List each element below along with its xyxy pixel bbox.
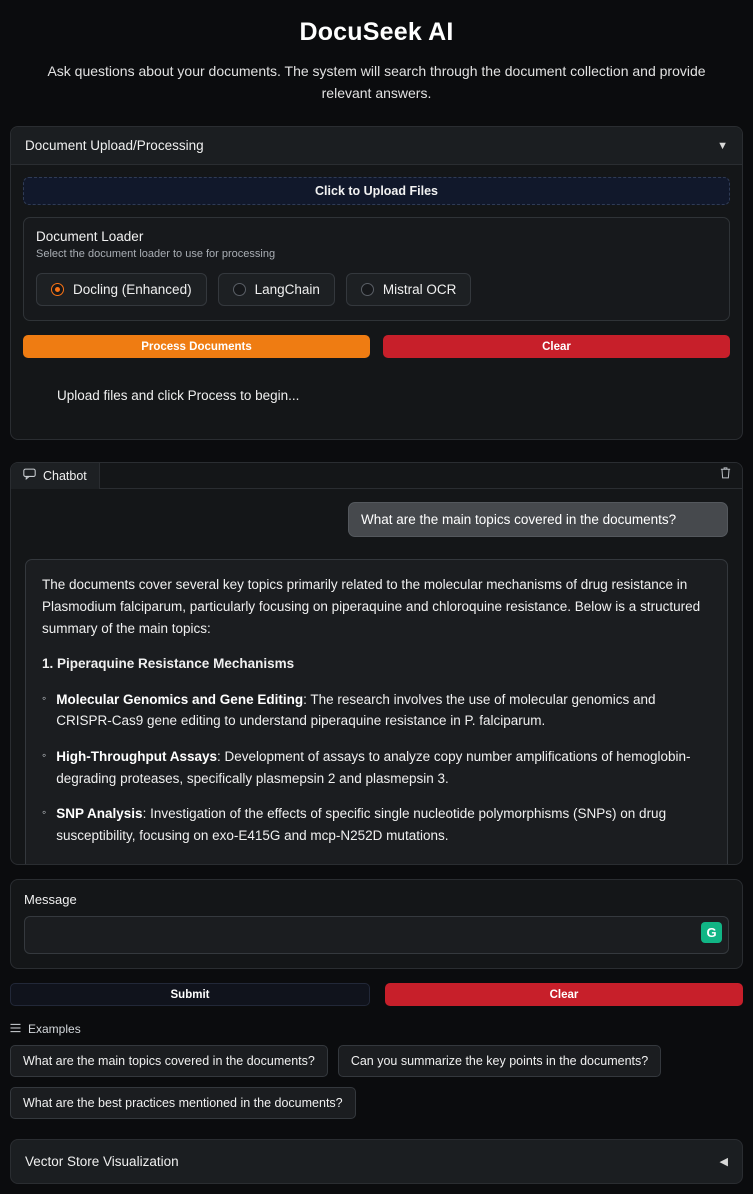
bullet-icon: ◦ [42, 690, 47, 705]
chevron-left-icon[interactable]: ◀ [719, 1156, 728, 1169]
radio-icon [361, 283, 374, 296]
bot-bullet-item [42, 803, 711, 846]
bot-bullet-item [42, 746, 711, 789]
chevron-down-icon[interactable]: ▼ [717, 139, 728, 152]
chatbot-actions [719, 466, 742, 485]
message-block [10, 879, 743, 969]
radio-langchain-label: LangChain [254, 282, 320, 298]
clear-chat-button[interactable]: Clear [385, 983, 743, 1006]
document-loader-group [23, 217, 730, 321]
message-input[interactable] [25, 917, 728, 953]
bullet-icon: ◦ [42, 747, 47, 762]
radio-icon [51, 283, 64, 296]
bot-bullet-title: SNP Analysis [56, 806, 143, 822]
bot-intro-paragraph: The documents cover several key topics primarily related to the molecular mechanisms of drug resistance in Plasmodium falciparum, particularly focusing on piperaquine and chloroquine resistance. Below is a structured summary of the main topics: [42, 577, 701, 636]
bot-bullet-title: High-Throughput Assays [56, 748, 218, 764]
bot-bullet-text: : Investigation of the effects of specific single nucleotide polymorphisms (SNPs) on drug susceptibility, focusing on exo-E415G and mcp-N252D mutations. [56, 806, 667, 843]
vector-store-panel-header[interactable] [10, 1139, 743, 1184]
list-icon [10, 1022, 21, 1036]
example-chip[interactable]: Can you summarize the key points in the documents? [338, 1045, 661, 1077]
document-loader-subtitle: Select the document loader to use for processing [36, 248, 276, 261]
message-input-wrapper [24, 916, 729, 954]
bullet-icon: ◦ [42, 805, 47, 820]
upload-action-buttons [23, 335, 730, 358]
document-upload-panel-header[interactable] [11, 127, 742, 165]
bot-bullet-title: Molecular Genomics and Gene Editing [56, 691, 304, 707]
process-documents-button[interactable]: Process Documents [23, 335, 370, 358]
tab-chatbot-label: Chatbot [43, 468, 87, 483]
chat-icon [23, 468, 36, 483]
radio-langchain[interactable] [218, 273, 335, 306]
document-upload-panel-title: Document Upload/Processing [25, 138, 204, 154]
example-chip-list [10, 1045, 743, 1119]
upload-files-button[interactable]: Click to Upload Files [23, 177, 730, 205]
radio-mistral-ocr-label: Mistral OCR [382, 282, 457, 298]
upload-status-text: Upload files and click Process to begin... [57, 388, 300, 404]
examples-header[interactable] [10, 1022, 743, 1036]
radio-docling-enhanced-label: Docling (Enhanced) [73, 282, 192, 298]
clear-upload-button[interactable]: Clear [383, 335, 730, 358]
chat-action-buttons [10, 983, 743, 1006]
grammarly-icon[interactable]: G [701, 922, 722, 943]
document-upload-panel [10, 126, 743, 440]
vector-store-panel-title: Vector Store Visualization [25, 1154, 179, 1170]
submit-button[interactable]: Submit [10, 983, 370, 1006]
examples-header-label: Examples [28, 1022, 81, 1037]
radio-mistral-ocr[interactable] [346, 273, 472, 306]
example-chip[interactable]: What are the best practices mentioned in the documents? [10, 1087, 356, 1119]
chatbot-tabbar [11, 463, 742, 489]
page-subtitle: Ask questions about your documents. The system will search through the document collection and provide relevant answers. [47, 63, 706, 101]
bot-bullet-item [42, 689, 711, 732]
bot-bullet-text: : Development of assays to analyze copy number amplifications of hemoglobin-degrading proteases, specifically plasmepsin 2 and plasmepsin 3. [56, 748, 691, 786]
chat-message-list [11, 489, 742, 864]
trash-icon[interactable] [719, 468, 732, 483]
chatbot-panel [10, 462, 743, 865]
radio-icon [233, 283, 246, 296]
message-label: Message [24, 892, 77, 908]
bot-section-heading: 1. Piperaquine Resistance Mechanisms [42, 656, 295, 672]
bot-bullet-text: : The research involves the use of molecular genomics and CRISPR-Cas9 gene editing to understand piperaquine resistance in P. falciparum. [56, 691, 656, 729]
tab-chatbot[interactable] [11, 463, 100, 489]
document-loader-options [36, 273, 717, 306]
radio-docling-enhanced[interactable] [36, 273, 207, 306]
document-upload-panel-body [11, 165, 742, 439]
chat-bot-message [25, 559, 728, 864]
page-title: DocuSeek AI [299, 18, 454, 46]
chat-user-message: What are the main topics covered in the documents? [348, 502, 728, 537]
document-loader-title: Document Loader [36, 229, 144, 245]
example-chip[interactable]: What are the main topics covered in the documents? [10, 1045, 328, 1077]
